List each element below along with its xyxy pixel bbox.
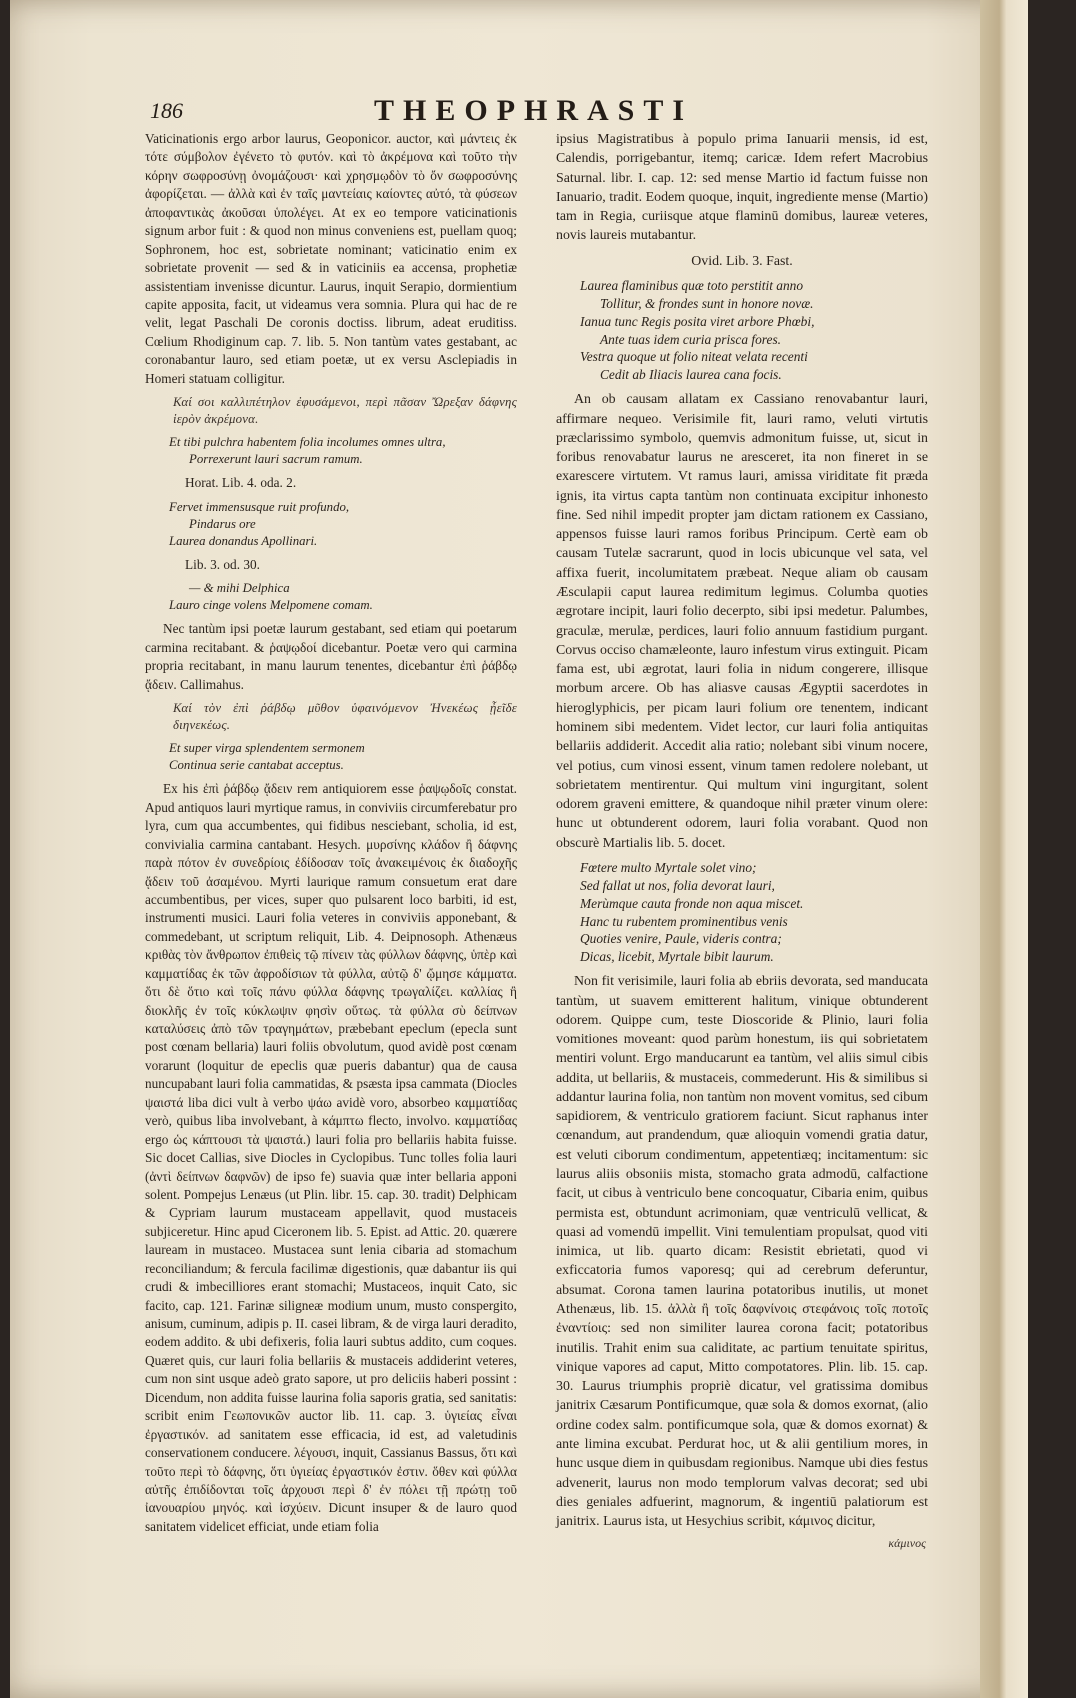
verse-line: Dicas, licebit, Myrtale bibit laurum. — [580, 949, 774, 965]
verse-line: Lauro cinge volens Melpomene comam. — [169, 598, 373, 613]
verse-line: Et super virga splendentem sermonem — [169, 741, 365, 756]
left-paragraph-1: Vaticinationis ergo arbor laurus, Geoponicor. auctor, καὶ μάντεις ἐκ τότε σύμβολον ἐγένετο τὸ φυτόν. καὶ τὸ ἀκρέμονα καὶ τοῦτο τὴν κόρην σωφροσύνῃ ὀνομάζουσι· καὶ χρησμῳδὸν τὸ ὄν σωφροσύνης ἀφορίζεται. — ἀλλὰ καὶ ἐν ταῖς μαντείαις καίοντες αὐτό, τὰ φύσεων ἀποφαντικὰς ἀκοῦσαι ὑπολέγει. At ex eo tempore vaticinationis signum arbor fuit : & quod non minus conveniens est, puellam quoq; Sophronem, hoc est, sobrietate nominant; vaticinatio enim ex sobrietate provenit — sed & in vaticiniis ea accensa, prophetiæ assistentiam invenisse dicuntur. Laurus, inquit Serapio, dormientium capite apposita, facit, ut videamus vera somnia. Plura qui hac de re velit, legat Paschali De coronis doctiss. librum, adeat eruditiss. Cœlium Rhodiginum cap. 7. lib. 5. Non tantùm vates gestabant, ac coronabantur lauro, sed etiam poetæ, ut ex versu Asclepiadis in Homeri statuam colligitur. — [145, 131, 517, 386]
right-verse-1 — [580, 277, 928, 384]
right-citation-ovid: Ovid. Lib. 3. Fast. — [691, 253, 793, 269]
page-gutter-edge — [980, 0, 1028, 1698]
verse-line: Laurea donandus Apollinari. — [169, 533, 318, 548]
verse-line: — & mihi Delphica — [189, 581, 290, 596]
left-citation-horace: Horat. Lib. 4. oda. 2. — [185, 475, 297, 491]
verse-line: Vestra quoque ut folio niteat velata recenti — [580, 349, 808, 365]
verse-line: Ianua tunc Regis posita viret arbore Phœbi, — [580, 313, 815, 329]
left-column — [145, 130, 517, 1536]
verse-line: Fervet immensusque ruit profundo, — [169, 499, 350, 514]
verse-line: Et tibi pulchra habentem folia incolumes omnes ultra, — [169, 435, 446, 450]
left-greek-quote-1: Καί σοι καλλιπέτηλον ἐφυσάμενοι, περὶ πᾶσαν Ὤρεξαν δάφνης ἱερὸν ἀκρέμονα. — [173, 395, 517, 427]
left-verse-1 — [169, 434, 517, 468]
verse-line: Ante tuas idem curia prisca fores. — [600, 331, 782, 347]
left-citation-book3: Lib. 3. od. 30. — [185, 556, 260, 572]
verse-line: Tollitur, & frondes sunt in honore novæ. — [600, 295, 814, 311]
verse-line: Porrexerunt lauri sacrum ramum. — [189, 452, 363, 467]
verse-line: Merùmque cauta fronde non aqua miscet. — [580, 895, 804, 911]
verse-line: Sed fallat ut nos, folia devorat lauri, — [580, 877, 775, 893]
left-greek-quote-2: Καί τὸν ἐπὶ ῥάβδῳ μῦθον ὑφαινόμενον Ἠνεκέως ᾖεῖδε διηνεκέως. — [173, 701, 517, 733]
right-paragraph-3: Non fit verisimile, lauri folia ab ebriis devorata, sed manducata tantùm, ut suavem emitterent halitum, vinique obtunderent odorem. Quippe cum, teste Dioscoride & Plinio, lauri folia vomitiones moveant: quod parùm honestum, iis qui sobrietatem mentiri volunt. Ergo manducarunt ea tantùm, vel aliis simul cibis addita, ut bellariis, & mustaceis, commederunt. His & similibus si addantur laurina folia, non tantùm non movent vomitus, sed cibum sapidiorem, & ventriculo gratiorem faciunt. Sicut raphanus inter cœnandum, aut prandendum, quæ alioquin vomendi gratia datur, est veluti ciborum condimentum, appetentiæq; incitamentum: sic laurus aliis obsoniis mista, stomacho grata admodū, calfactione facit, ut cibus à ventriculo bene concoquatur, Cibaria enim, quibus permista est, obtundunt acrimoniam, quæ ventriculū vellicat, & quasi ad vomendū impellit. Vini temulentiam propulsat, quod viti inimica, ut lib. quarto dicam: Resistit ebrietati, quod vi exficcatoria fumos vaporesq; qui ad cerebrum deferuntur, absumat. Corona tamen laurina potatoribus inutilis, ut monet Athenæus, lib. 15. ἀλλὰ ἢ τοῖς δαφνίνοις στεφάνοις τοῖς ποτοῖς ἐναντίοις: sed non similiter laurea corona facit; potatoribus inutilis. Trahit enim sua caliditate, ac partium tenuitate spiritus, vinique vapores ad caput, Mitto compotatores. Plin. lib. 15. cap. 30. Laurus triumphis propriè dicatur, vel gratissima domibus janitrix Cæsarum Pontificumque, quæ sola & domos exornat, (alio ordine codex salm. pontificumque sola, quæ & domos exornat) & ante limina excubat. Perdurat hoc, ut & alii gentilium mores, in hunc usque diem in quibusdam regionibus. Namque ubi dies festus advenerit, laurus non modo templorum valvas decorat; sed ubi dies geniales adfuerint, magnorum, & ingentiū palatiorum est janitrix. Laurus ista, ut Hesychius scribit, κάμινος dicitur, — [556, 974, 928, 1530]
catchword: κάμινος — [888, 1536, 926, 1550]
right-paragraph-2: An ob causam allatam ex Cassiano renovabantur lauri, affirmare nequeo. Verisimile fit, lauri ramo, veluti virtutis præclarissimo symbolo, quemvis admonitum fuisse, ut, sicut in foribus renovabatur laurus ne aresceret, ita non fineret in se exarescere virtutem. Vt ramus lauri, amissa viriditate fit præda ignis, ita virtus capta tantùm non continuata excipitur inhonesto fine. Sed nihil impedit propter jam dictam rationem ex Cassiano, appensos fuisse lauri ramos foribus Principum. Certè eam ob causam Tutelæ sacrarunt, quod in locis ubicunque vel sata, vel affixa fuerit, incolumitatem præbeat. Neque aliam ob causam Æsculapii caput laurea redimitum legimus. Columba quoties ægrotare incipit, lauri folio decerpto, sibi ipsi medetur. Palumbes, graculæ, merulæ, perdices, lauri folio annuum fastidium purgant. Corvus occiso chamæleonte, lauro infestum virus extinguit. Picam fama est, ubi ægrotat, lauri folia in nidum congerere, illisque morbum arcere. Ob has aliasve causas Ægyptii sacerdotes in hieroglyphicis, per picam lauri folium ore tenentem, indicant hominem sibi medentem. Videt lector, cur lauri folia antiquitas bellariis addiderit. Accedit alia ratio; nolebant sibi vinum nocere, vel potius, cum vinosi essent, vinum tamen redolere nolebant, ut sobrietatem mentirentur. Qui multum vini ingurgitant, solent odorem graveni emittere, & quandoque nihil præter vinum olere: hunc ut obtunderent odorem, lauri folia vorabant. Quod non obscurè Martialis lib. 5. docet. — [556, 392, 928, 851]
verse-line: Laurea flaminibus quæ toto perstitit anno — [580, 277, 804, 293]
verse-line: Hanc tu rubentem prominentibus venis — [580, 913, 788, 929]
right-column — [556, 130, 928, 1531]
verse-line: Pindarus ore — [189, 516, 256, 531]
verse-line: Quoties venire, Paule, videris contra; — [580, 931, 782, 947]
left-verse-3 — [169, 580, 517, 614]
verse-line: Fœtere multo Myrtale solet vino; — [580, 859, 757, 875]
right-paragraph-1: ipsius Magistratibus à populo prima Ianuarii mensis, id est, Calendis, porrigebantur, itemq; caricæ. Idem refert Macrobius Saturnal. libr. I. cap. 12: sed mense Martio id factum fuisse non Ianuario, tradit. Eodem quoque, inquit, ingrediente mense (Martio) tam in Regia, curiisque atque flaminū domibus, laureæ veteres, novis laureis mutabantur. — [556, 132, 928, 244]
verse-line: Continua serie cantabat acceptus. — [169, 758, 344, 773]
verse-line: Cedit ab Iliacis laurea cana focis. — [600, 367, 782, 383]
left-verse-2 — [169, 499, 517, 550]
left-verse-4 — [169, 740, 517, 774]
left-paragraph-2: Nec tantùm ipsi poetæ laurum gestabant, sed etiam qui poetarum carmina recitabant. & ῥαψῳδοί dicebantur. Poetæ vero qui carmina propria recitabant, in manu laurum tenentes, dicebantur ἐπὶ ῥάβδῳ ᾄδειν. Callimahus. — [145, 621, 517, 692]
page-number: 186 — [150, 98, 183, 123]
left-paragraph-3: Ex his ἐπὶ ῥάβδῳ ᾄδειν rem antiquiorem esse ῥαψῳδοῖς constat. Apud antiquos lauri myrtique ramus, in conviviis circumferebatur pro lyra, cum qua accumbentes, qui fidibus nesciebant, scholia, id est, convivialia carmina cantabant. Hesych. μυρσίνης κλάδον ἢ δάφνης παρὰ πότον ἐν συνεδρίοις ἐδίδοσαν τοῖς ἀνακειμένοις ἐκ διαδοχῆς ᾄδειν τοῦ ἀσαμένου. Myrti laurique ramum consuetum erat dare accumbentibus, per vices, super quo pulsarent loco barbiti, id est, instrumenti musici. Lauri folia veteres in conviviis apponebant, & commedebant, ut scriptum reliquit, Lib. 4. Deipnosoph. Athenæus κριθὰς τὸν ἄνθρωπον ἐπιθεὶς τῷ πίνειν τὰς φύλλων δάφνης, ὑπὲρ καὶ καμματίδας ἐκ τῶν ἀφροδίσιων τὰ φύλλα, αὐτῷ δ' ᾤμησε κάμματα. ὅτι δὲ ὅτιο καὶ τοῖς πάνυ φύλλα δάφνης τρωγαλίζει. καλλίας ἢ διοκλῆς ἐν τοῖς κύκλωψιν φησὶν οὕτως. τὰ φύλλα σὺ δείπνων καταλύσεις ἀπὸ τῶν τραγημάτων, præbebant epeclum (epecla sunt post cœnam bellaria) lauri foliis obvolutum, quod avidè post cœnam vorarunt (loquitur de epeclis quæ pueris dabantur) qua de causa nuncupabant lauri folia cammatidas, & psæsta ipsa cammata (Diocles ψαιστά liba dici vult à verbo ψάω avidè voro, absorbeo καμματίδας verò, quibus liba involvebant, à κάμπτω flecto, involvo. καμματίδας ergo ὡς κάπτουσι τὰ ψαιστά.) lauri folia pro bellariis habita fuisse. Sic docet Callias, sive Diocles in Cyclopibus. Tunc tolles folia lauri (ἀντὶ δείπνων δαφνῶν) de ipso fe) suavia quæ inter bellaria apponi solent. Pompejus Lenæus (ut Plin. libr. 15. cap. 30. tradit) Delphicam & Cypriam laurum mustaceam appellavit, quod mustaceis subjiceretur. Hinc apud Ciceronem lib. 5. Epist. ad Attic. 20. quærere lauream in mustaceo. Mustacea sunt lenia cibaria ad stomachum reconciliandum; & fercula facilimæ digestionis, quæ dabantur iis qui crudi & imbecilliores erant stomachi; Mustaceos, inquit Cato, sic facito, cap. 121. Farinæ siligneæ modium unum, musto conspergito, anisum, cuminum, adipis p. II. casei libram, & de virga lauri deradito, eodem addito. & ubi defixeris, folia lauri subtus addito, cum coques. Quæret quis, cur lauri folia bellariis & mustaceis addiderint veteres, cum non sint usque adeò grato sapore, ut pro deliciis haberi possint : Dicendum, non addita fuisse laurina folia saporis gratia, sed sanitatis: scribit enim Γεωπονικῶν auctor lib. 11. cap. 3. ὑγιείας εἶναι ἐργαστικόν. ad sanitatem esse efficacia, id est, ad valetudinis conservationem conducere. λέγουσι, inquit, Cassianus Bassus, ὅτι καὶ τοῦτο περὶ τὸ δάφνης, ὅτι ὑγιείας ἐργαστικόν ἐστιν. ὅθεν καὶ φύλλα αὐτῆς ἐπιδίδονται τοῖς ἀρχουσι περὶ δ' ἐν πόλει τῇ πρώτῃ τοῦ ἰανουαρίου μηνός. καὶ ἰσχύειν. Dicunt insuper & de lauro quod sanitatem videlicet efficiat, unde etiam folia — [145, 781, 517, 1534]
right-verse-2 — [580, 859, 928, 966]
running-head: THEOPHRASTI — [374, 94, 694, 127]
